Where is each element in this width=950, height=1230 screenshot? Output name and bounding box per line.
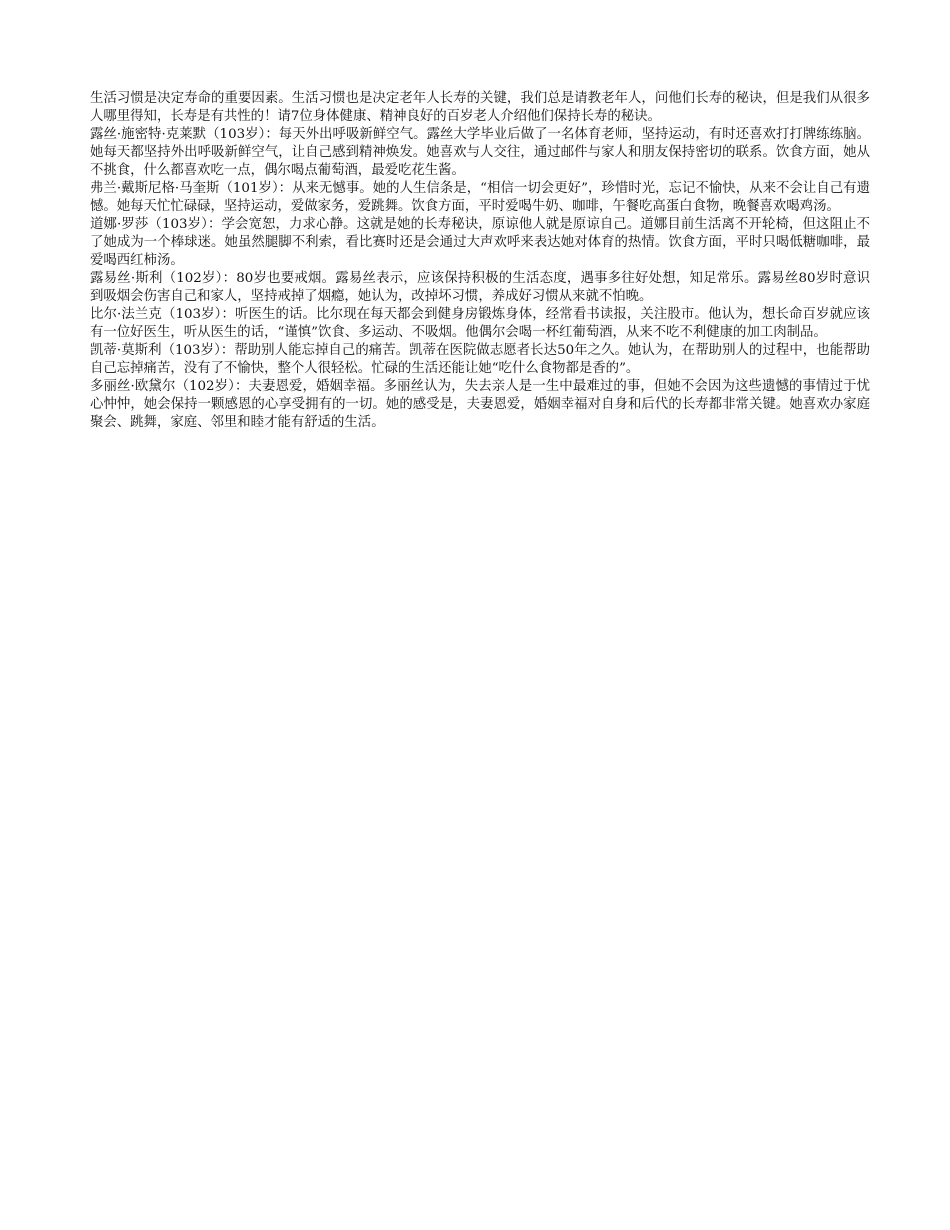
paragraph-dona: 道娜·罗莎（103岁）：学会宽恕，力求心静。这就是她的长寿秘诀，原谅他人就是原谅自己。道娜目前生活离不开轮椅，但这阻止不了她成为一个棒球迷。她虽然腿脚不利索，看比赛时还是会通过大声欢呼来表达她对体育的热情。饮食方面，平时只喝低糖咖啡，最爱喝西红柿汤。 <box>90 217 870 268</box>
intro-paragraph: 生活习惯是决定寿命的重要因素。生活习惯也是决定老年人长寿的关键，我们总是请教老年人，问他们长寿的秘诀，但是我们从很多人哪里得知，长寿是有共性的！请7位身体健康、精神良好的百岁老人介绍他们保持长寿的秘诀。 <box>90 91 870 124</box>
paragraph-louise: 露易丝·斯利（102岁）：80岁也要戒烟。露易丝表示，应该保持积极的生活态度，遇事多往好处想，知足常乐。露易丝80岁时意识到吸烟会伤害自己和家人，坚持戒掉了烟瘾，她认为，改掉坏习惯，养成好习惯从来就不怕晚。 <box>90 271 870 304</box>
paragraph-bill: 比尔·法兰克（103岁）：听医生的话。比尔现在每天都会到健身房锻炼身体，经常看书读报，关注股市。他认为，想长命百岁就应该有一位好医生，听从医生的话，“谨慎”饮食、多运动、不吸烟。他偶尔会喝一杯红葡萄酒，从来不吃不利健康的加工肉制品。 <box>90 307 870 340</box>
paragraph-ruth: 露丝·施密特·克莱默（103岁）：每天外出呼吸新鲜空气。露丝大学毕业后做了一名体育老师，坚持运动，有时还喜欢打打牌练练脑。她每天都坚持外出呼吸新鲜空气，让自己感到精神焕发。她喜欢与人交往，通过邮件与家人和朋友保持密切的联系。饮食方面，她从不挑食，什么都喜欢吃一点，偶尔喝点葡萄酒，最爱吃花生酱。 <box>90 127 870 178</box>
paragraph-katie: 凯蒂·莫斯利（103岁）：帮助别人能忘掉自己的痛苦。凯蒂在医院做志愿者长达50年之久。她认为，在帮助别人的过程中，也能帮助自己忘掉痛苦，没有了不愉快，整个人很轻松。忙碌的生活还能让她“吃什么食物都是香的”。 <box>90 343 870 376</box>
paragraph-doris: 多丽丝·欧黛尔（102岁）：夫妻恩爱，婚姻幸福。多丽丝认为，失去亲人是一生中最难过的事，但她不会因为这些遗憾的事情过于忧心忡忡，她会保持一颗感恩的心享受拥有的一切。她的感受是，夫妻恩爱，婚姻幸福对自身和后代的长寿都非常关键。她喜欢办家庭聚会、跳舞，家庭、邻里和睦才能有舒适的生活。 <box>90 379 870 430</box>
document-page <box>90 90 870 432</box>
paragraph-fran: 弗兰·戴斯尼格·马奎斯（101岁）：从来无憾事。她的人生信条是，“相信一切会更好”，珍惜时光，忘记不愉快，从来不会让自己有遗憾。她每天忙忙碌碌，坚持运动，爱做家务，爱跳舞。饮食方面，平时爱喝牛奶、咖啡，午餐吃高蛋白食物，晚餐喜欢喝鸡汤。 <box>90 181 870 214</box>
